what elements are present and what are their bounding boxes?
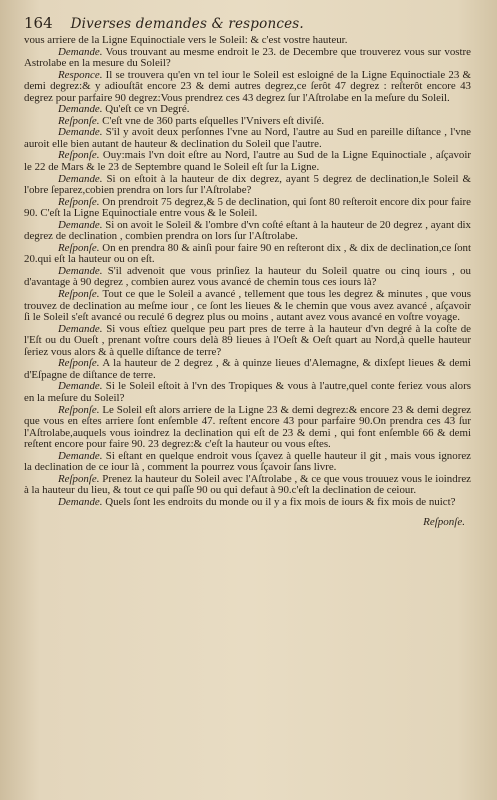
paragraph <box>24 497 471 509</box>
paragraph <box>24 324 471 359</box>
body-text <box>24 35 471 508</box>
paragraph-text: A la hauteur de 2 degrez , & à quinze lieues d'Alemagne, & dixſept lieues & demi d'Eſpagne de diſtance de terre. <box>24 357 472 381</box>
paragraph-text: Si on eſtoit à la hauteur de dix degrez, ayant 5 degrez de declination,le Soleil & l'obre ſeparez,cobien prendra on lors ſur l'Aſtrolabe? <box>24 172 471 197</box>
speaker-label: Reſponſe. <box>58 288 100 301</box>
speaker-label: Reſponſe. <box>58 195 100 208</box>
speaker-label: Reſponſe. <box>58 472 100 485</box>
paragraph <box>24 150 471 173</box>
speaker-label: Reſponſe. <box>58 403 100 416</box>
speaker-label: Demande. <box>58 495 103 508</box>
paragraph-text: Vous trouvant au mesme endroit le 23. de Decembre que trouverez vous sur vostre Astrolabe en la mesure du Soleil? <box>24 45 471 70</box>
speaker-label: Demande. <box>58 218 103 231</box>
paragraph-text: vous arriere de la Ligne Equinoctiale vers le Soleil: & c'est vostre hauteur. <box>24 34 348 46</box>
paragraph-text: S'il y avoit deux perſonnes l'vne au Nord, l'autre au Sud en pareille diſtance , l'vne auroit elle bien autant de hauteur & declination du Soleil que l'autre. <box>24 126 471 150</box>
paragraph <box>24 127 471 150</box>
speaker-label: Demande. <box>58 380 103 393</box>
speaker-label: Reſponſe. <box>58 114 100 127</box>
paragraph <box>24 405 471 451</box>
paragraph-text: Ouy:mais l'vn doit eſtre au Nord, l'autre au Sud de la Ligne Equinoctiale , aſçavoir le 22 de Mars & le 23 de Septembre quand le Soleil eſt ſur la Ligne. <box>24 149 471 174</box>
paragraph <box>24 474 471 497</box>
speaker-label: Demande. <box>58 322 103 335</box>
paragraph-text: Quels ſont les endroits du monde ou il y a fix mois de iours & fix mois de nuict? <box>105 495 456 508</box>
paragraph-text: Si on avoit le Soleil & l'ombre d'vn coſté eſtant à la hauteur de 20 degrez , ayant dix degrez de declination , combien prendra on lors ſur l'Aſtrolabe. <box>24 218 471 243</box>
paragraph-text: On prendroit 75 degrez,& 5 de declination, qui ſont 80 reſteroit encore dix pour faire 90. C'eſt la Ligne Equinoctiale entre vous & le Soleil. <box>24 195 471 220</box>
paragraph <box>24 220 471 243</box>
paragraph-text: Si eſtant en quelque endroit vous ſçavez à quelle hauteur il git , mais vous ignorez la declination de ce iour là , comment la pourrez vous ſçavoir ſans livre. <box>24 449 471 474</box>
paragraph-text: On en prendra 80 & ainſi pour faire 90 en reſteront dix , & dix de declination,ce ſont 20.qui eſt la hauteur ou on eſt. <box>24 241 471 266</box>
paragraph <box>24 266 471 289</box>
paragraph-text: Si vous eſtiez quelque peu part pres de terre à la hauteur d'vn degré à la coſte de l'Eſt ou du Oueſt , prenant voſtre cours delà 89 lieues à l'Oeſt & Oeſt quart au Nord,à quelle hauteur ſeriez vous alors & à quelle diſtance de terre? <box>24 322 471 358</box>
speaker-label: Reſponſe. <box>58 149 100 162</box>
speaker-label: Reſponſe. <box>58 357 100 370</box>
speaker-label: Reſponſe. <box>58 241 100 254</box>
paragraph <box>24 451 471 474</box>
speaker-label: Demande. <box>58 264 103 277</box>
speaker-label: Demande. <box>58 449 103 462</box>
paragraph <box>24 174 471 197</box>
paragraph-text: Le Soleil eſt alors arriere de la Ligne 23 & demi degrez:& encore 23 & demi degrez que vous en eſtes arriere ſont enſemble 47. reſtent encore 43 pour parfaire 90.On prendra ces 43 ſur l'Aſtrolabe,auquels vous ioindrez la declination qui eſt de 23 & demi , qui font enſemble 66 & demi reſtent encore pour faire 90. 23 degrez:& c'eſt la hauteur ou vous eſtes. <box>24 403 471 451</box>
paragraph <box>24 289 471 324</box>
paragraph <box>24 197 471 220</box>
paragraph-text: Si le Soleil eſtoit à l'vn des Tropiques & vous à l'autre,quel conte feriez vous alors en la meſure du Soleil? <box>24 380 471 404</box>
speaker-label: Responce. <box>58 68 103 81</box>
paragraph-text: Il se trouvera qu'en vn tel iour le Soleil est esloigné de la Ligne Equinoctiale 23 & demi degrez:& y adiouſtât encore 23 & demi autres degrez,ce ſerôt 47 degrez : reſterôt encore 43 degrez pour parfaire 90 degrez:Vous prendrez ces 43 degrez ſur l'Aſtrolabe en la meſure du Soleil. <box>24 68 471 104</box>
speaker-label: Demande. <box>58 172 103 185</box>
page-number: 164 <box>24 14 53 32</box>
paragraph <box>24 70 471 105</box>
paragraph-text: Prenez la hauteur du Soleil avec l'Aſtrolabe , & ce que vous trouuez vous le ioindrez à la hauteur du lieu, & tout ce qui paſſe 90 ou qui defaut à 90.c'eſt la declination de ceiour. <box>24 472 471 497</box>
running-title: Diverses demandes & responces. <box>70 16 304 32</box>
speaker-label: Demande. <box>58 45 103 58</box>
paragraph <box>24 358 471 381</box>
catchword: Reſponſe. <box>423 516 465 529</box>
paragraph <box>24 47 471 70</box>
paragraph-text: S'il advenoit que vous prinſiez la hauteur du Soleil quatre ou cinq iours , ou d'avantage à 90 degrez , combien aurez vous avancé de chemin tous ces iours là? <box>24 264 471 289</box>
speaker-label: Demande. <box>58 126 103 139</box>
page-header <box>24 14 471 32</box>
paragraph-text: Tout ce que le Soleil a avancé , tellement que tous les degrez & minutes , que vous trouvez de declination au meſme iour , ce ſont les lieues & le chemin que vous avez avancé , aſçavoir ſi le Soleil s'eſt avancé ou reculé 6 degrez plus ou moins , autant avez vous avancé en voſtre voyage. <box>24 288 471 324</box>
paragraph-text: C'eſt vne de 360 parts eſquelles l'Vnivers eſt diviſé. <box>102 114 325 127</box>
paragraph-text: Qu'eſt ce vn Degré. <box>105 103 190 116</box>
speaker-label: Demande. <box>58 103 103 116</box>
paragraph <box>24 381 471 404</box>
paragraph <box>24 243 471 266</box>
